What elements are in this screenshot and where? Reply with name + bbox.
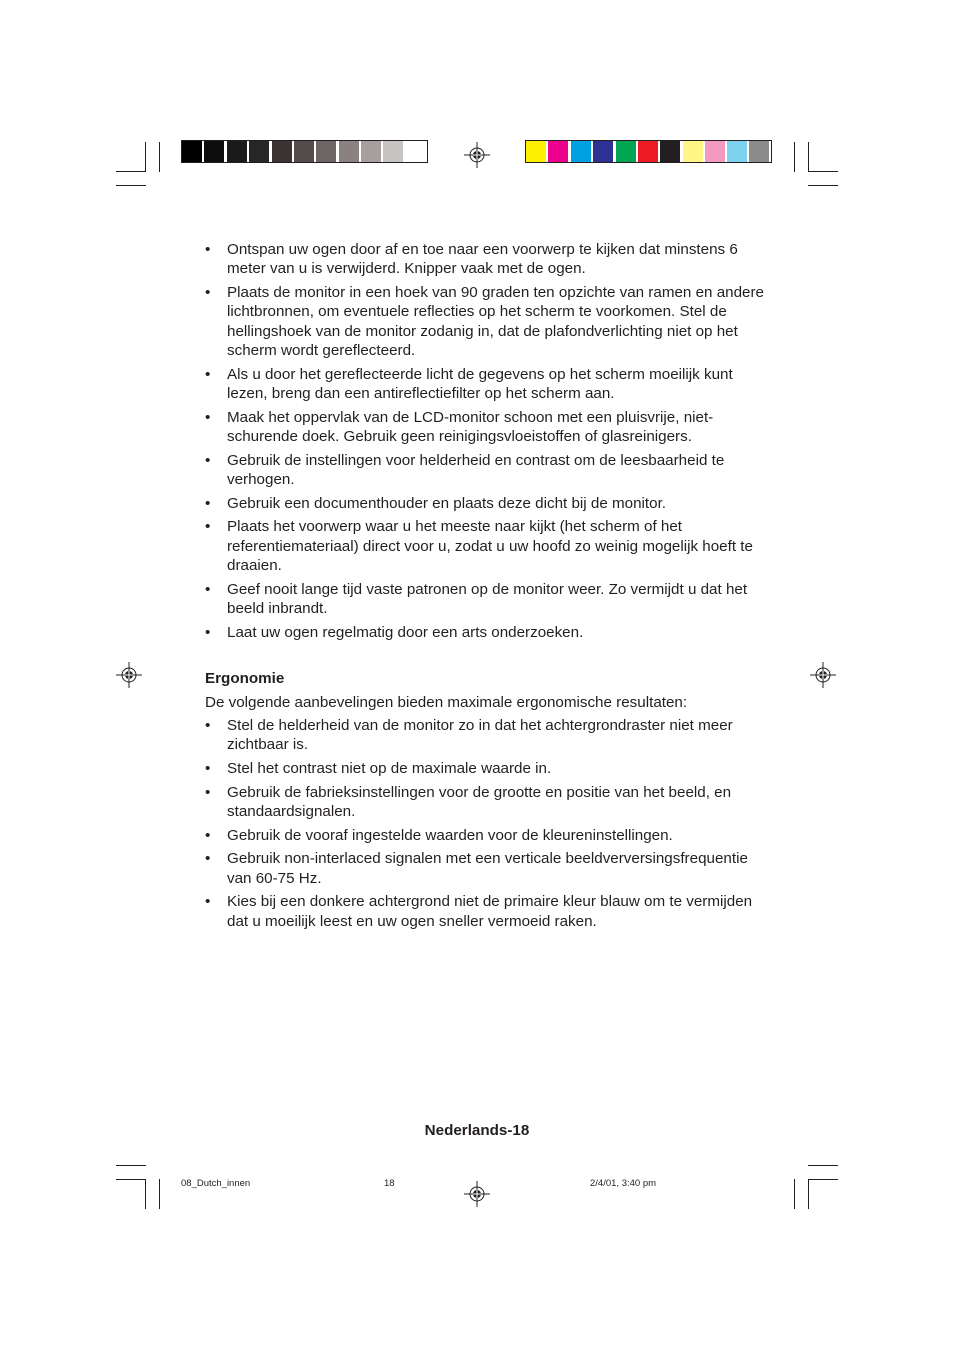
color-swatch bbox=[705, 141, 725, 162]
color-swatch bbox=[616, 141, 636, 162]
crop-mark bbox=[808, 142, 809, 172]
crop-mark bbox=[116, 1179, 146, 1180]
list-item: • Stel de helderheid van de monitor zo in dat het achtergrondraster niet meer zichtbaar is. bbox=[205, 716, 765, 755]
crop-mark bbox=[808, 1179, 838, 1180]
list-item: • Maak het oppervlak van de LCD-monitor schoon met een pluisvrije, niet-schurende doek. Gebruik geen reinigingsvloeistoffen of glasreinigers. bbox=[205, 408, 765, 447]
color-swatch bbox=[683, 141, 703, 162]
crop-mark bbox=[808, 1179, 809, 1209]
gray-swatch bbox=[361, 141, 381, 162]
crop-mark bbox=[808, 185, 838, 186]
list-item: • Kies bij een donkere achtergrond niet de primaire kleur blauw om te vermijden dat u moeilijk leest en uw ogen sneller vermoeid raken. bbox=[205, 892, 765, 931]
crop-mark bbox=[116, 185, 146, 186]
gray-swatch bbox=[249, 141, 269, 162]
color-swatch bbox=[571, 141, 591, 162]
registration-mark-icon bbox=[116, 662, 142, 688]
gray-swatch bbox=[204, 141, 224, 162]
gray-swatch bbox=[339, 141, 359, 162]
crop-mark bbox=[159, 142, 160, 172]
color-swatch bbox=[593, 141, 613, 162]
list-item: • Plaats het voorwerp waar u het meeste naar kijkt (het scherm of het referentiemateriaal) direct voor u, zodat u uw hoofd zo weinig mogelijk hoeft te draaien. bbox=[205, 517, 765, 575]
crop-mark bbox=[794, 1179, 795, 1209]
registration-mark-icon bbox=[464, 142, 490, 168]
list-item: • Gebruik de fabrieksinstellingen voor de grootte en positie van het beeld, en standaardsignalen. bbox=[205, 783, 765, 822]
main-content bbox=[205, 240, 765, 935]
slug-timestamp: 2/4/01, 3:40 pm bbox=[590, 1178, 657, 1189]
slug-page-number: 18 bbox=[384, 1178, 395, 1189]
crop-mark bbox=[808, 171, 838, 172]
gray-swatch bbox=[383, 141, 403, 162]
list-item: • Als u door het gereflecteerde licht de gegevens op het scherm moeilijk kunt lezen, breng dan een antireflectiefilter op het scherm aan. bbox=[205, 365, 765, 404]
registration-mark-icon bbox=[464, 1181, 490, 1207]
color-swatch bbox=[526, 141, 546, 162]
tips-list bbox=[205, 240, 765, 642]
slug-file-name: 08_Dutch_innen bbox=[181, 1178, 251, 1189]
list-item: • Geef nooit lange tijd vaste patronen op de monitor weer. Zo vermijdt u dat het beeld inbrandt. bbox=[205, 580, 765, 619]
list-item: • Stel het contrast niet op de maximale waarde in. bbox=[205, 759, 765, 778]
section-heading: Ergonomie bbox=[205, 670, 285, 688]
crop-mark bbox=[116, 1165, 146, 1166]
list-item: • Gebruik een documenthouder en plaats deze dicht bij de monitor. bbox=[205, 494, 765, 513]
list-item: • Laat uw ogen regelmatig door een arts onderzoeken. bbox=[205, 623, 765, 642]
gray-swatch bbox=[182, 141, 202, 162]
list-item: • Gebruik non-interlaced signalen met een verticale beeldverversingsfrequentie van 60-75 Hz. bbox=[205, 849, 765, 888]
list-item: • Plaats de monitor in een hoek van 90 graden ten opzichte van ramen en andere lichtbronnen, om eventuele reflecties op het scherm te voorkomen. Stel de hellingshoek van de monitor zodanig in, dat de plafondverlichting niet op het scherm wordt gereflecteerd. bbox=[205, 283, 765, 361]
section-intro: De volgende aanbevelingen bieden maximale ergonomische resultaten: bbox=[205, 693, 688, 711]
gray-swatch bbox=[316, 141, 336, 162]
color-swatch bbox=[749, 141, 769, 162]
gray-swatch bbox=[272, 141, 292, 162]
color-swatch bbox=[727, 141, 747, 162]
list-item: • Gebruik de instellingen voor helderheid en contrast om de leesbaarheid te verhogen. bbox=[205, 451, 765, 490]
color-swatch bbox=[660, 141, 680, 162]
color-swatch bbox=[638, 141, 658, 162]
page-label: Nederlands-18 bbox=[424, 1122, 530, 1139]
gray-swatch bbox=[294, 141, 314, 162]
list-item: • Gebruik de vooraf ingestelde waarden voor de kleureninstellingen. bbox=[205, 826, 765, 845]
crop-mark bbox=[145, 142, 146, 172]
color-swatch bbox=[548, 141, 568, 162]
gray-swatch bbox=[227, 141, 247, 162]
gray-swatch bbox=[405, 141, 425, 162]
crop-mark bbox=[794, 142, 795, 172]
crop-mark bbox=[808, 1165, 838, 1166]
crop-mark bbox=[159, 1179, 160, 1209]
registration-mark-icon bbox=[810, 662, 836, 688]
crop-mark bbox=[145, 1179, 146, 1209]
ergonomics-list bbox=[205, 716, 765, 931]
list-item: • Ontspan uw ogen door af en toe naar een voorwerp te kijken dat minstens 6 meter van u is verwijderd. Knipper vaak met de ogen. bbox=[205, 240, 765, 279]
crop-mark bbox=[116, 171, 146, 172]
